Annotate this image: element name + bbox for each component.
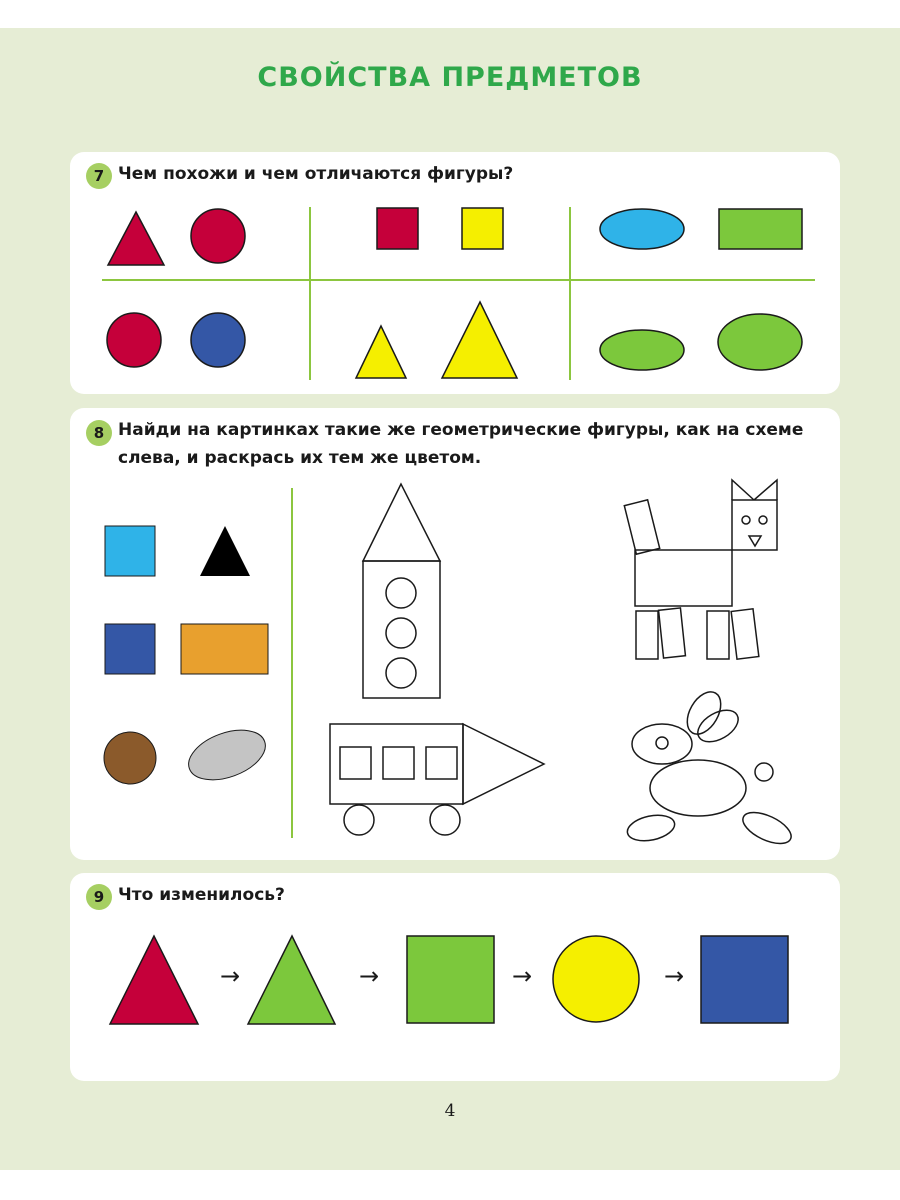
legend-orange-rectangle [181,624,268,674]
legend-light-blue-square [105,526,155,576]
small-green-ellipse [600,330,684,370]
green-rectangle [719,209,802,249]
train-car-outline [330,724,544,835]
blue-square [701,936,788,1023]
legend-grey-ellipse [182,721,272,790]
legend-brown-circle [104,732,156,784]
green-square [407,936,494,1023]
small-yellow-triangle [356,326,406,378]
red-square [377,208,418,249]
page-number: 4 [444,1101,456,1121]
task-7-card [70,152,840,394]
red-circle [107,313,161,367]
yellow-circle [553,936,639,1022]
arrow-icon: → [219,962,241,990]
legend-dark-blue-square [105,624,155,674]
task-9-sequence [70,873,840,1081]
task-9-card [70,873,840,1081]
rocket-outline [363,484,440,698]
red-triangle [108,212,164,265]
cat-outline [624,480,777,659]
task-number-badge: 9 [86,884,112,910]
task-question: Чем похожи и чем отличаются фигуры? [118,164,514,184]
task-8-pictures [70,408,840,860]
task-question-line-1: Найди на картинках такие же геометрические фигуры, как на схеме [118,420,804,440]
task-number-badge: 8 [86,420,112,446]
arrow-icon: → [511,962,533,990]
page-title: СВОЙСТВА ПРЕДМЕТОВ [257,62,643,93]
task-7-shapes [70,152,840,394]
yellow-square [462,208,503,249]
hare-outline [625,686,796,850]
green-triangle [248,936,335,1024]
blue-circle [191,313,245,367]
large-green-ellipse [718,314,802,370]
legend-black-triangle [200,526,250,576]
blue-ellipse [600,209,684,249]
red-triangle [110,936,198,1024]
arrow-icon: → [358,962,380,990]
task-question: Что изменилось? [118,885,285,905]
red-circle [191,209,245,263]
task-number-badge: 7 [86,163,112,189]
arrow-icon: → [663,962,685,990]
task-question-line-2: слева, и раскрась их тем же цветом. [118,448,482,468]
large-yellow-triangle [442,302,517,378]
task-8-card [70,408,840,860]
